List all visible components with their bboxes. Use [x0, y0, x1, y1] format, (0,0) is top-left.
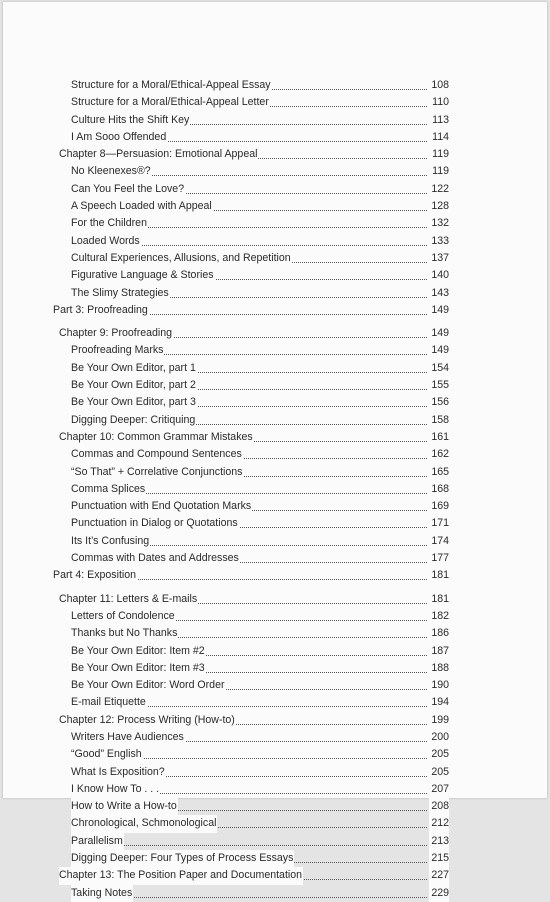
- toc-entry-chapter: [3, 146, 547, 163]
- toc-page-number: 165: [429, 464, 449, 481]
- toc-entry-section: [3, 625, 547, 642]
- toc-entry-title: How to Write a How-to: [71, 798, 178, 815]
- toc-page-number: 149: [429, 342, 449, 359]
- toc-page-number: 149: [429, 325, 449, 342]
- toc-entry-title: Cultural Experiences, Allusions, and Repetition: [71, 250, 292, 267]
- toc-entry-title: Its It’s Confusing: [71, 533, 150, 550]
- toc-entry-section: [3, 129, 547, 146]
- toc-page-number: 200: [429, 729, 449, 746]
- toc-entry-chapter: [3, 867, 547, 884]
- toc-entry-title: Comma Splices: [71, 481, 146, 498]
- toc-entry-section: [3, 360, 547, 377]
- toc-entry-section: [3, 608, 547, 625]
- toc-entry-section: [3, 815, 547, 832]
- toc-entry-title: What Is Exposition?: [71, 764, 166, 781]
- toc-entry-section: [3, 677, 547, 694]
- toc-entry-title: Taking Notes: [71, 885, 133, 902]
- toc-entry-title: Be Your Own Editor: Item #3: [71, 660, 206, 677]
- toc-page-number: 229: [429, 885, 449, 902]
- toc-entry-section: [3, 781, 547, 798]
- toc-page-number: 154: [429, 360, 449, 377]
- toc-page-number: 187: [429, 643, 449, 660]
- toc-entry-title: Be Your Own Editor, part 1: [71, 360, 197, 377]
- toc-page-number: 108: [429, 77, 449, 94]
- toc-page-number: 149: [429, 302, 449, 319]
- toc-entry-title: Punctuation in Dialog or Quotations: [71, 515, 239, 532]
- toc-entry-title: Digging Deeper: Critiquing: [71, 412, 196, 429]
- toc-entry-section: [3, 267, 547, 284]
- toc-page-number: 174: [429, 533, 449, 550]
- toc-page-number: 194: [429, 694, 449, 711]
- toc-entry-section: [3, 464, 547, 481]
- toc-entry-title: Proofreading Marks: [71, 342, 164, 359]
- toc-entry-title: Parallelism: [71, 833, 124, 850]
- toc-page-number: 181: [429, 591, 449, 608]
- toc-entry-title: I Know How To . . .: [71, 781, 160, 798]
- toc-page-number: 156: [429, 394, 449, 411]
- toc-page-number: 186: [429, 625, 449, 642]
- toc-entry-title: Letters of Condolence: [71, 608, 176, 625]
- toc-entry-title: Chapter 13: The Position Paper and Documentation: [59, 867, 303, 884]
- toc-entry-section: [3, 94, 547, 111]
- toc-page-number: 205: [429, 764, 449, 781]
- toc-entry-title: No Kleenexes®?: [71, 163, 152, 180]
- toc-entry-section: [3, 446, 547, 463]
- toc-entry-section: [3, 764, 547, 781]
- toc-entry-title: Digging Deeper: Four Types of Process Essays: [71, 850, 294, 867]
- toc-entry-section: [3, 394, 547, 411]
- toc-entry-section: [3, 112, 547, 129]
- toc-entry-title: Culture Hits the Shift Key: [71, 112, 190, 129]
- toc-entry-title: I Am Sooo Offended: [71, 129, 167, 146]
- toc-entry-section: [3, 498, 547, 515]
- toc-page-number: 227: [429, 867, 449, 884]
- toc-entry-title: Be Your Own Editor: Item #2: [71, 643, 206, 660]
- toc-entry-title: Punctuation with End Quotation Marks: [71, 498, 252, 515]
- book-page: [3, 2, 547, 899]
- toc-page-number: 128: [429, 198, 449, 215]
- toc-page-number: 169: [429, 498, 449, 515]
- toc-entry-part: [3, 567, 547, 584]
- toc-entry-section: [3, 250, 547, 267]
- toc-page-number: 171: [429, 515, 449, 532]
- toc-page-number: 158: [429, 412, 449, 429]
- toc-entry-part: [3, 302, 547, 319]
- toc-entry-section: [3, 198, 547, 215]
- toc-entry-title: For the Children: [71, 215, 148, 232]
- toc-page-number: 168: [429, 481, 449, 498]
- toc-page-number: 208: [429, 798, 449, 815]
- table-of-contents: [3, 77, 547, 902]
- toc-page-number: 110: [430, 94, 449, 111]
- toc-entry-title: Chapter 10: Common Grammar Mistakes: [59, 429, 254, 446]
- toc-entry-section: [3, 694, 547, 711]
- toc-entry-title: Figurative Language & Stories: [71, 267, 215, 284]
- toc-entry-chapter: [3, 325, 547, 342]
- toc-entry-section: [3, 515, 547, 532]
- toc-page-number: 162: [429, 446, 449, 463]
- toc-entry-title: Structure for a Moral/Ethical-Appeal Essay: [71, 77, 272, 94]
- toc-page-number: 137: [429, 250, 449, 267]
- toc-entry-section: [3, 77, 547, 94]
- toc-entry-section: [3, 643, 547, 660]
- toc-page-number: 205: [429, 746, 449, 763]
- toc-entry-title: Part 3: Proofreading: [53, 302, 149, 319]
- toc-entry-title: Chapter 12: Process Writing (How-to): [59, 712, 236, 729]
- toc-page-number: 213: [429, 833, 449, 850]
- toc-page-number: 119: [430, 146, 449, 163]
- toc-entry-section: [3, 550, 547, 567]
- toc-entry-section: [3, 285, 547, 302]
- toc-page-number: 140: [429, 267, 449, 284]
- toc-entry-section: [3, 833, 547, 850]
- toc-entry-title: Be Your Own Editor, part 3: [71, 394, 197, 411]
- toc-page-number: 177: [429, 550, 449, 567]
- toc-entry-title: The Slimy Strategies: [71, 285, 170, 302]
- toc-page-number: 181: [429, 567, 449, 584]
- toc-entry-title: Commas and Compound Sentences: [71, 446, 243, 463]
- toc-page-number: 133: [429, 233, 449, 250]
- toc-entry-section: [3, 233, 547, 250]
- toc-page-number: 132: [429, 215, 449, 232]
- toc-page-number: 119: [430, 163, 449, 180]
- toc-entry-title: Chapter 9: Proofreading: [59, 325, 173, 342]
- toc-entry-chapter: [3, 429, 547, 446]
- toc-entry-title: Commas with Dates and Addresses: [71, 550, 240, 567]
- toc-page-number: 212: [429, 815, 449, 832]
- toc-entry-title: Loaded Words: [71, 233, 141, 250]
- toc-page-number: 182: [429, 608, 449, 625]
- toc-entry-section: [3, 850, 547, 867]
- toc-page-number: 161: [429, 429, 449, 446]
- toc-entry-section: [3, 746, 547, 763]
- toc-entry-title: Chapter 11: Letters & E-mails: [59, 591, 198, 608]
- toc-page-number: 113: [430, 112, 449, 129]
- toc-entry-title: Chronological, Schmonological: [71, 815, 217, 832]
- toc-entry-title: Thanks but No Thanks: [71, 625, 178, 642]
- toc-entry-chapter: [3, 591, 547, 608]
- toc-page-number: 199: [429, 712, 449, 729]
- toc-entry-title: Be Your Own Editor, part 2: [71, 377, 197, 394]
- toc-entry-section: [3, 377, 547, 394]
- toc-entry-section: [3, 533, 547, 550]
- toc-page-number: 122: [429, 181, 449, 198]
- toc-entry-title: E-mail Etiquette: [71, 694, 147, 711]
- toc-entry-chapter: [3, 712, 547, 729]
- toc-page-number: 190: [429, 677, 449, 694]
- toc-entry-section: [3, 181, 547, 198]
- toc-entry-section: [3, 729, 547, 746]
- toc-page-number: 114: [430, 129, 449, 146]
- toc-entry-title: “So That” + Correlative Conjunctions: [71, 464, 243, 481]
- toc-entry-section: [3, 660, 547, 677]
- toc-entry-title: Chapter 8—Persuasion: Emotional Appeal: [59, 146, 258, 163]
- toc-entry-title: Structure for a Moral/Ethical-Appeal Letter: [71, 94, 270, 111]
- toc-entry-title: Part 4: Exposition: [53, 567, 137, 584]
- toc-page-number: 188: [429, 660, 449, 677]
- toc-entry-title: Can You Feel the Love?: [71, 181, 185, 198]
- dot-leader: [71, 833, 427, 846]
- toc-entry-section: [3, 798, 547, 815]
- toc-entry-section: [3, 163, 547, 180]
- toc-entry-section: [3, 342, 547, 359]
- toc-entry-section: [3, 215, 547, 232]
- toc-entry-title: “Good” English: [71, 746, 143, 763]
- toc-entry-section: [3, 412, 547, 429]
- toc-entry-title: Be Your Own Editor: Word Order: [71, 677, 226, 694]
- toc-page-number: 215: [429, 850, 449, 867]
- toc-entry-title: Writers Have Audiences: [71, 729, 185, 746]
- toc-entry-section: [3, 481, 547, 498]
- toc-page-number: 155: [429, 377, 449, 394]
- toc-entry-title: A Speech Loaded with Appeal: [71, 198, 213, 215]
- toc-entry-section: [3, 885, 547, 902]
- toc-page-number: 143: [429, 285, 449, 302]
- toc-page-number: 207: [429, 781, 449, 798]
